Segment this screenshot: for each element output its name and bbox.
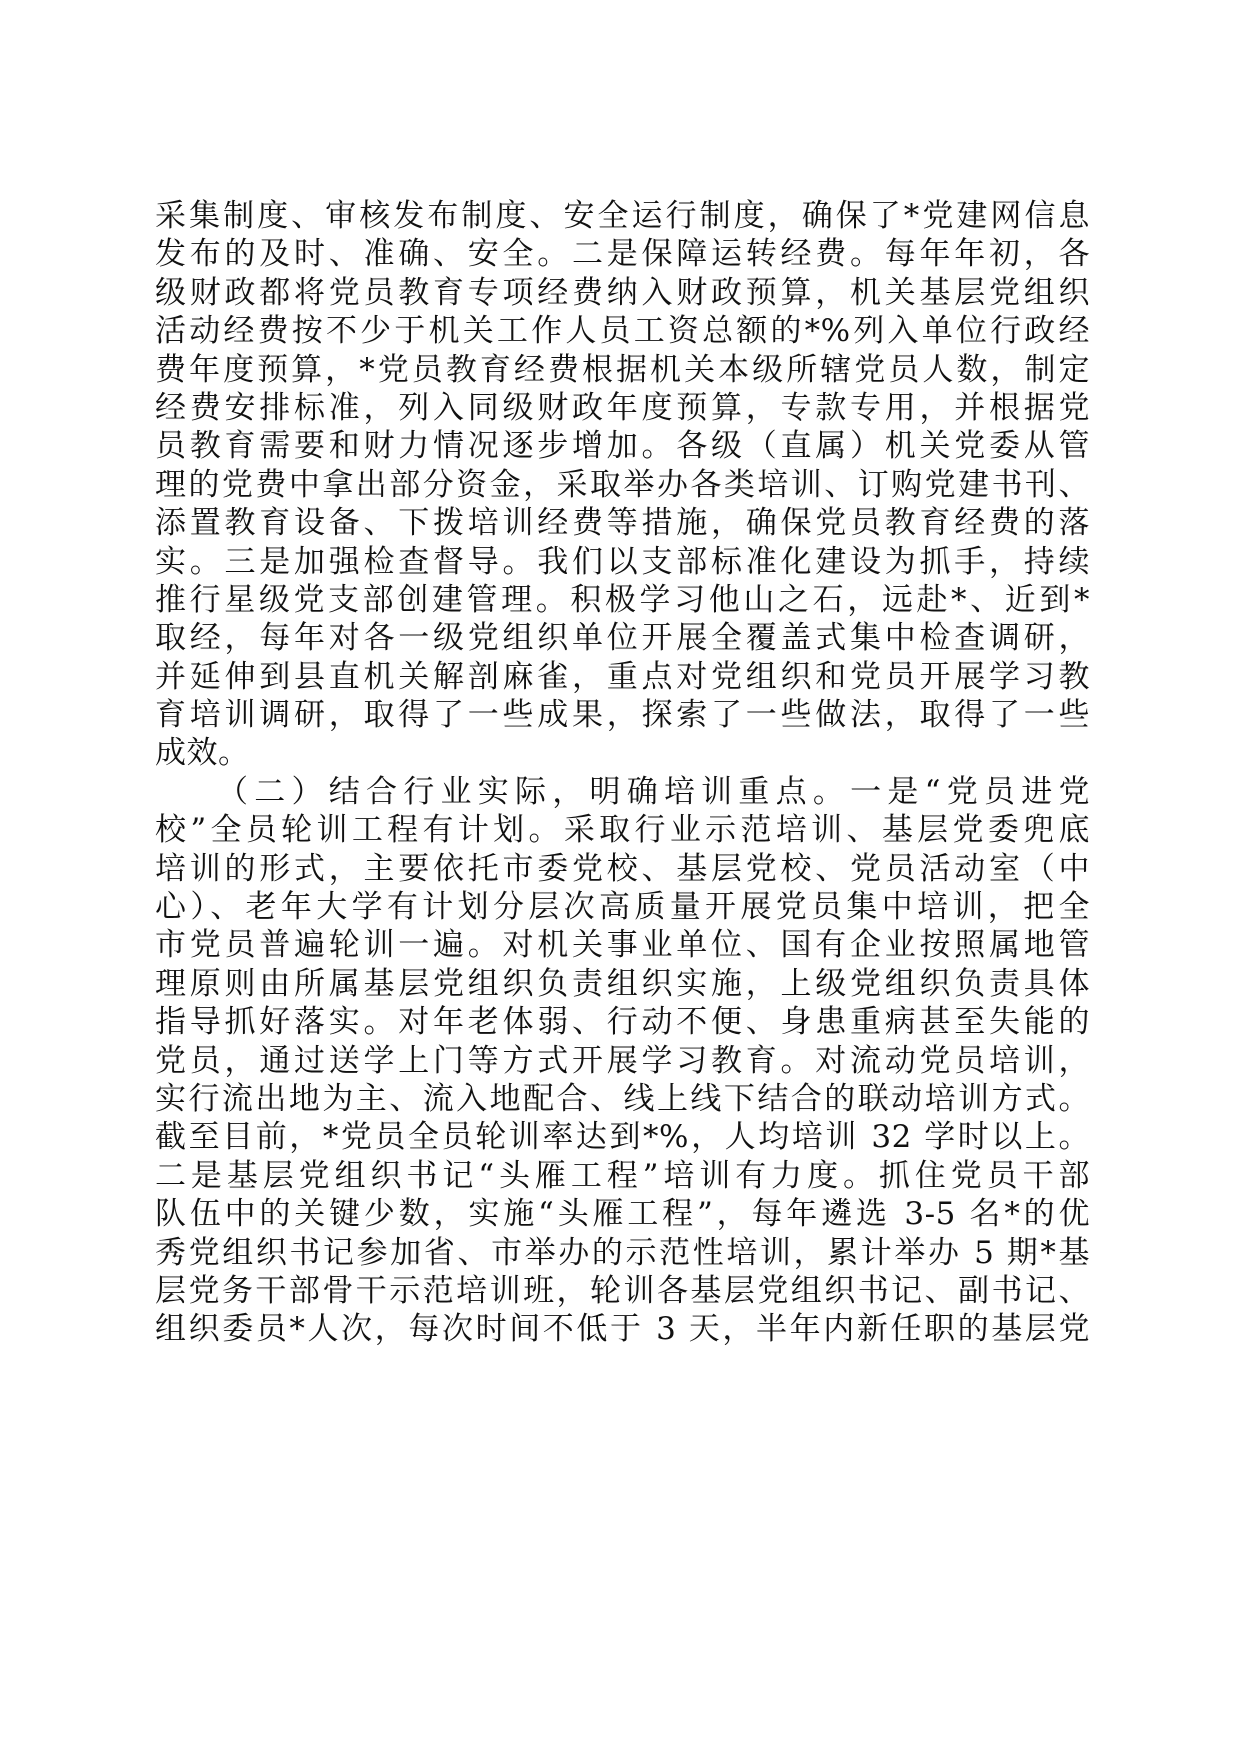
text-line: 实。三是加强检查督导。我们以支部标准化建设为抓手，持续 bbox=[155, 543, 1090, 580]
text-line: 并延伸到县直机关解剖麻雀，重点对党组织和党员开展学习教 bbox=[155, 658, 1090, 695]
text-line: 心）、老年大学有计划分层次高质量开展党员集中培训，把全 bbox=[155, 889, 1090, 926]
text-line: 市党员普遍轮训一遍。对机关事业单位、国有企业按照属地管 bbox=[155, 927, 1090, 964]
text-line: 实行流出地为主、流入地配合、线上线下结合的联动培训方式。 bbox=[155, 1080, 1090, 1117]
text-line: 队伍中的关键少数，实施“头雁工程”，每年遴选 3-5 名*的优 bbox=[155, 1196, 1090, 1233]
text-line: 发布的及时、准确、安全。二是保障运转经费。每年年初，各 bbox=[155, 236, 1090, 273]
text-line: 级财政都将党员教育专项经费纳入财政预算，机关基层党组织 bbox=[155, 274, 1090, 311]
text-line: （二）结合行业实际，明确培训重点。一是“党员进党 bbox=[217, 773, 1090, 810]
text-line: 推行星级党支部创建管理。积极学习他山之石，远赴*、近到* bbox=[155, 581, 1090, 618]
text-line: 指导抓好落实。对年老体弱、行动不便、身患重病甚至失能的 bbox=[155, 1004, 1090, 1041]
text-line: 育培训调研，取得了一些成果，探索了一些做法，取得了一些 bbox=[155, 697, 1090, 734]
text-line: 组织委员*人次，每次时间不低于 3 天，半年内新任职的基层党 bbox=[155, 1311, 1090, 1348]
text-line: 党员，通过送学上门等方式开展学习教育。对流动党员培训， bbox=[155, 1042, 1090, 1079]
text-line: 层党务干部骨干示范培训班，轮训各基层党组织书记、副书记、 bbox=[155, 1272, 1090, 1309]
text-line: 校”全员轮训工程有计划。采取行业示范培训、基层党委兜底 bbox=[155, 812, 1090, 849]
text-line: 员教育需要和财力情况逐步增加。各级（直属）机关党委从管 bbox=[155, 428, 1090, 465]
text-line: 二是基层党组织书记“头雁工程”培训有力度。抓住党员干部 bbox=[155, 1157, 1090, 1194]
text-line: 截至目前，*党员全员轮训率达到*%，人均培训 32 学时以上。 bbox=[155, 1119, 1090, 1156]
body-text bbox=[155, 197, 1090, 1349]
text-line: 添置教育设备、下拨培训经费等措施，确保党员教育经费的落 bbox=[155, 505, 1090, 542]
text-line: 费年度预算，*党员教育经费根据机关本级所辖党员人数，制定 bbox=[155, 351, 1090, 388]
text-line: 理的党费中拿出部分资金，采取举办各类培训、订购党建书刊、 bbox=[155, 466, 1090, 503]
text-line: 取经，每年对各一级党组织单位开展全覆盖式集中检查调研， bbox=[155, 620, 1090, 657]
text-line: 培训的形式，主要依托市委党校、基层党校、党员活动室（中 bbox=[155, 850, 1090, 887]
text-line: 成效。 bbox=[155, 735, 250, 772]
text-line: 活动经费按不少于机关工作人员工资总额的*%列入单位行政经 bbox=[155, 313, 1090, 350]
text-line: 经费安排标准，列入同级财政年度预算，专款专用，并根据党 bbox=[155, 389, 1090, 426]
text-line: 理原则由所属基层党组织负责组织实施，上级党组织负责具体 bbox=[155, 965, 1090, 1002]
text-line: 采集制度、审核发布制度、安全运行制度，确保了*党建网信息 bbox=[155, 198, 1090, 234]
text-line: 秀党组织书记参加省、市举办的示范性培训，累计举办 5 期*基 bbox=[155, 1234, 1090, 1271]
